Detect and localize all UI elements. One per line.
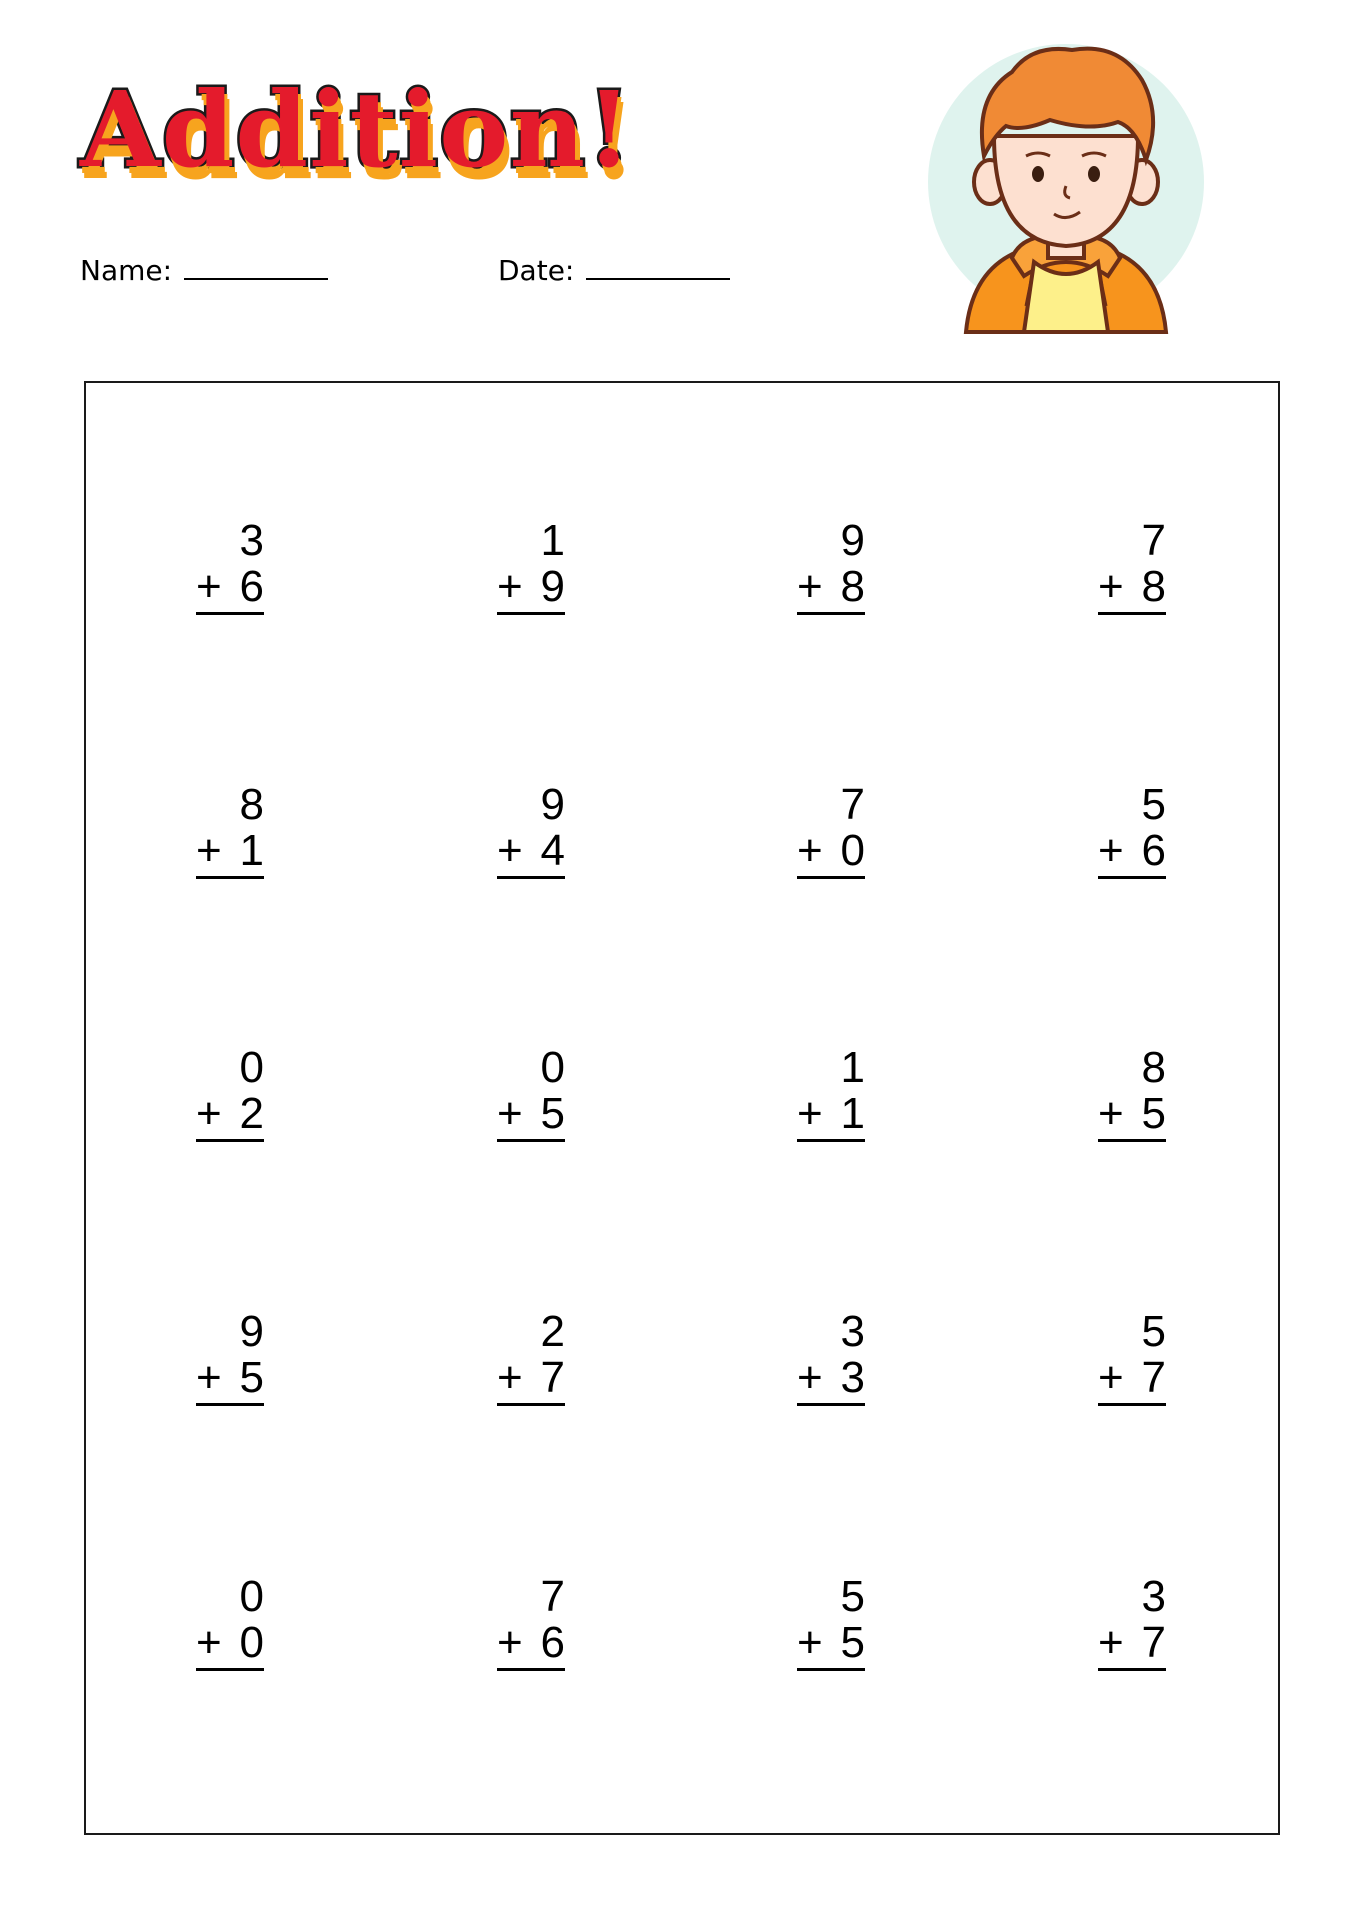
plus-sign: + — [1098, 562, 1124, 611]
plus-sign: + — [497, 1089, 523, 1138]
addend-bottom-row — [497, 1091, 565, 1142]
addition-problem — [1098, 518, 1166, 615]
addend-bottom-row — [196, 564, 264, 615]
name-field[interactable] — [80, 254, 328, 287]
addend-bottom-row — [1098, 1091, 1166, 1142]
addition-problem — [497, 1309, 565, 1406]
addend-bottom: 5 — [840, 1618, 865, 1667]
plus-sign: + — [797, 562, 823, 611]
addend-top: 5 — [1141, 1307, 1166, 1356]
addend-bottom: 7 — [1141, 1618, 1166, 1667]
addend-top: 7 — [540, 1572, 565, 1621]
addend-bottom-row — [196, 1355, 264, 1406]
addition-problem — [497, 1045, 565, 1142]
addend-bottom: 6 — [540, 1618, 565, 1667]
addend-bottom-row — [797, 1355, 865, 1406]
addend-bottom-row — [497, 1355, 565, 1406]
addend-bottom: 4 — [540, 826, 565, 875]
plus-sign: + — [1098, 1618, 1124, 1667]
plus-sign: + — [196, 826, 222, 875]
plus-sign: + — [797, 1618, 823, 1667]
addend-bottom-row — [797, 1091, 865, 1142]
plus-sign: + — [1098, 1089, 1124, 1138]
addend-bottom-row — [497, 828, 565, 879]
addend-top: 0 — [239, 1572, 264, 1621]
addition-problem — [797, 518, 865, 615]
addend-bottom-row — [797, 564, 865, 615]
addend-top: 9 — [239, 1307, 264, 1356]
plus-sign: + — [1098, 826, 1124, 875]
plus-sign: + — [196, 1089, 222, 1138]
addition-problem — [797, 782, 865, 879]
addend-bottom: 7 — [1141, 1353, 1166, 1402]
addend-top: 1 — [840, 1043, 865, 1092]
addend-bottom-row — [1098, 564, 1166, 615]
addend-bottom-row — [196, 1620, 264, 1671]
date-field[interactable] — [498, 254, 730, 287]
boy-avatar-icon — [922, 36, 1210, 336]
addend-top: 9 — [540, 780, 565, 829]
plus-sign: + — [497, 562, 523, 611]
addition-problem — [1098, 1574, 1166, 1671]
addend-top: 5 — [1141, 780, 1166, 829]
addend-bottom-row — [1098, 828, 1166, 879]
addend-bottom: 5 — [540, 1089, 565, 1138]
date-blank-line[interactable] — [586, 258, 730, 280]
addend-top: 0 — [540, 1043, 565, 1092]
addition-problem — [1098, 782, 1166, 879]
addend-bottom: 9 — [540, 562, 565, 611]
addition-problem — [497, 1574, 565, 1671]
addend-top: 8 — [1141, 1043, 1166, 1092]
addend-bottom-row — [196, 828, 264, 879]
addend-bottom-row — [1098, 1355, 1166, 1406]
addend-top: 3 — [1141, 1572, 1166, 1621]
name-label: Name: — [80, 254, 173, 287]
addend-bottom: 2 — [239, 1089, 264, 1138]
addend-bottom-row — [196, 1091, 264, 1142]
plus-sign: + — [196, 1618, 222, 1667]
addend-bottom-row — [797, 828, 865, 879]
addition-problem — [196, 782, 264, 879]
plus-sign: + — [196, 562, 222, 611]
addend-bottom: 0 — [239, 1618, 264, 1667]
addend-bottom-row — [1098, 1620, 1166, 1671]
addend-top: 8 — [239, 780, 264, 829]
addend-bottom: 1 — [840, 1089, 865, 1138]
addition-problem — [497, 782, 565, 879]
addend-bottom: 6 — [239, 562, 264, 611]
addition-problem — [196, 1045, 264, 1142]
name-blank-line[interactable] — [184, 258, 328, 280]
addend-bottom: 3 — [840, 1353, 865, 1402]
addition-problem — [797, 1309, 865, 1406]
addition-problem — [1098, 1309, 1166, 1406]
addend-top: 1 — [540, 516, 565, 565]
plus-sign: + — [196, 1353, 222, 1402]
addend-bottom: 0 — [840, 826, 865, 875]
plus-sign: + — [1098, 1353, 1124, 1402]
addend-top: 2 — [540, 1307, 565, 1356]
addition-problem — [797, 1574, 865, 1671]
addend-bottom-row — [797, 1620, 865, 1671]
plus-sign: + — [797, 826, 823, 875]
plus-sign: + — [797, 1353, 823, 1402]
addend-bottom: 5 — [1141, 1089, 1166, 1138]
addend-top: 3 — [840, 1307, 865, 1356]
addition-problem — [196, 518, 264, 615]
addend-bottom: 6 — [1141, 826, 1166, 875]
addend-top: 0 — [239, 1043, 264, 1092]
plus-sign: + — [497, 826, 523, 875]
addend-bottom-row — [497, 1620, 565, 1671]
worksheet-title: Addition! — [80, 68, 633, 191]
addend-top: 9 — [840, 516, 865, 565]
addition-problem — [196, 1574, 264, 1671]
plus-sign: + — [497, 1353, 523, 1402]
addition-problem — [797, 1045, 865, 1142]
addend-top: 5 — [840, 1572, 865, 1621]
plus-sign: + — [497, 1618, 523, 1667]
addend-top: 7 — [840, 780, 865, 829]
addition-problem — [196, 1309, 264, 1406]
addend-top: 3 — [239, 516, 264, 565]
addend-bottom: 8 — [840, 562, 865, 611]
addend-bottom: 5 — [239, 1353, 264, 1402]
date-label: Date: — [498, 254, 575, 287]
addend-top: 7 — [1141, 516, 1166, 565]
addend-bottom: 7 — [540, 1353, 565, 1402]
addition-problem — [497, 518, 565, 615]
addend-bottom-row — [497, 564, 565, 615]
plus-sign: + — [797, 1089, 823, 1138]
addend-bottom: 8 — [1141, 562, 1166, 611]
addend-bottom: 1 — [239, 826, 264, 875]
addition-problem — [1098, 1045, 1166, 1142]
